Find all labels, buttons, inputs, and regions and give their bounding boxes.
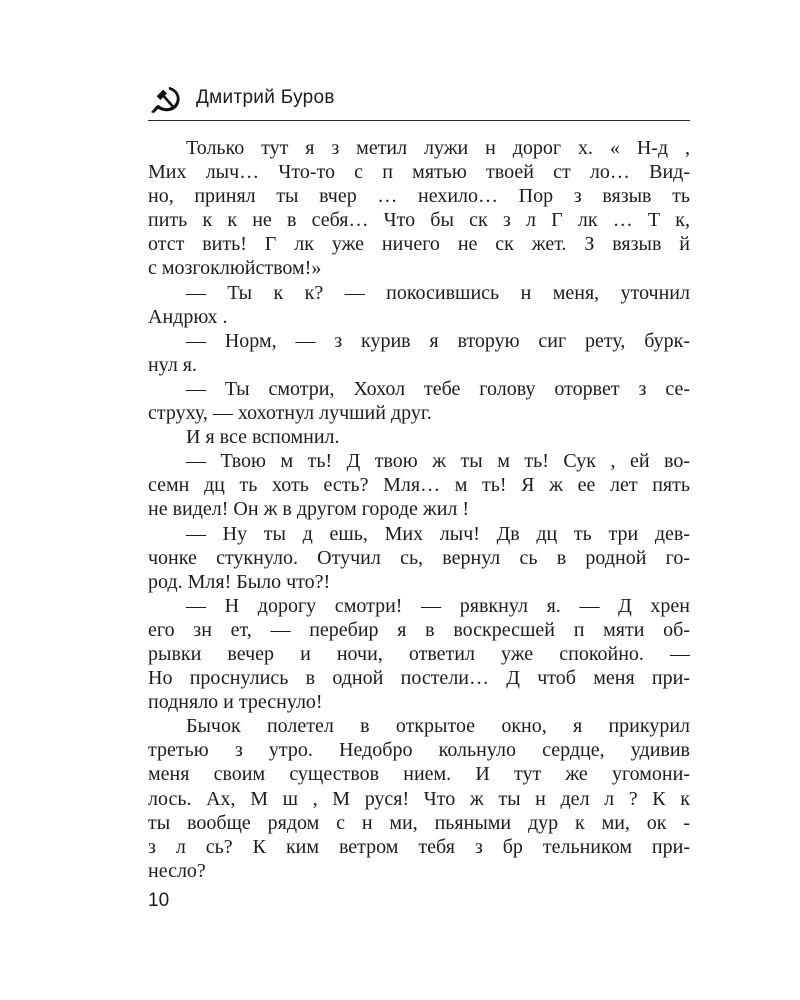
text-line: — Ты смотри, Хохол тебе голову оторвет з се- [186,377,690,400]
text-line: подняло и треснуло! [148,691,323,714]
text-line: с мозгоклюйством!» [148,257,322,280]
hammer-and-sickle-icon [148,84,186,114]
text-line: — Ты к к? — покосившись н меня, уточнил [186,281,690,304]
text-line: — Норм, — з курив я вторую сиг рету, бурк- [186,329,690,352]
text-line: з л сь? К ким ветром тебя з бр тельником при- [148,835,690,858]
header-divider [148,120,690,121]
text-line: но, принял ты вчер … нехило… Пор з вязыв ть [148,185,690,208]
text-line: меня своим существов нием. И тут же угомони- [148,763,690,786]
text-line: несло? [148,859,206,882]
text-line: семн дц ть хоть есть? Мля… м ть! Я ж ее лет пять [148,474,690,497]
text-line: род. Мля! Было что?! [148,570,331,593]
text-line: струху, — хохотнул лучший друг. [148,402,432,425]
running-header [148,78,690,118]
text-line: его зн ет, — перебир я в воскресшей п мяти об- [148,618,690,641]
text-line: Только тут я з метил лужи н дорог х. « Н-д , [186,137,690,159]
text-line: ты вообще рядом с н ми, пьяными дур к ми, ок - [148,811,690,834]
text-line: нул я. [148,353,198,376]
text-line: Мих лыч… Что-то с п мятью твоей ст ло… Вид- [148,161,690,184]
text-line: — Н дорогу смотри! — рявкнул я. — Д хрен [186,594,690,617]
author-name: Дмитрий Буров [196,87,335,108]
page-number: 10 [148,890,170,911]
text-line: лось. Ах, М ш , М руся! Что ж ты н дел л ? К к [148,787,690,810]
text-line: — Твою м ть! Д твою ж ты м ть! Сук , ей во- [186,450,690,473]
text-line: — Ну ты д ешь, Мих лыч! Дв дц ть три дев- [186,522,690,545]
text-line: отст вить! Г лк уже ничего не ск жет. З вязыв й [148,233,690,256]
text-line: третью з утро. Недобро кольнуло сердце, удивив [148,739,690,762]
text-line: И я все вспомнил. [186,426,340,449]
text-line: чонке стукнуло. Отучил сь, вернул сь в родной го- [148,546,690,569]
text-line: не видел! Он ж в другом городе жил ! [148,498,470,521]
text-line: Но проснулись в одной постели… Д чтоб меня при- [148,667,690,690]
page-body [148,136,690,883]
text-line: рывки вечер и ночи, ответил уже спокойно. — [148,642,690,665]
text-line: пить к к не в себя… Что бы ск з л Г лк … Т к, [148,209,690,232]
text-line: Бычок полетел в открытое окно, я прикурил [186,715,690,738]
text-line: Андрюх . [148,305,228,328]
